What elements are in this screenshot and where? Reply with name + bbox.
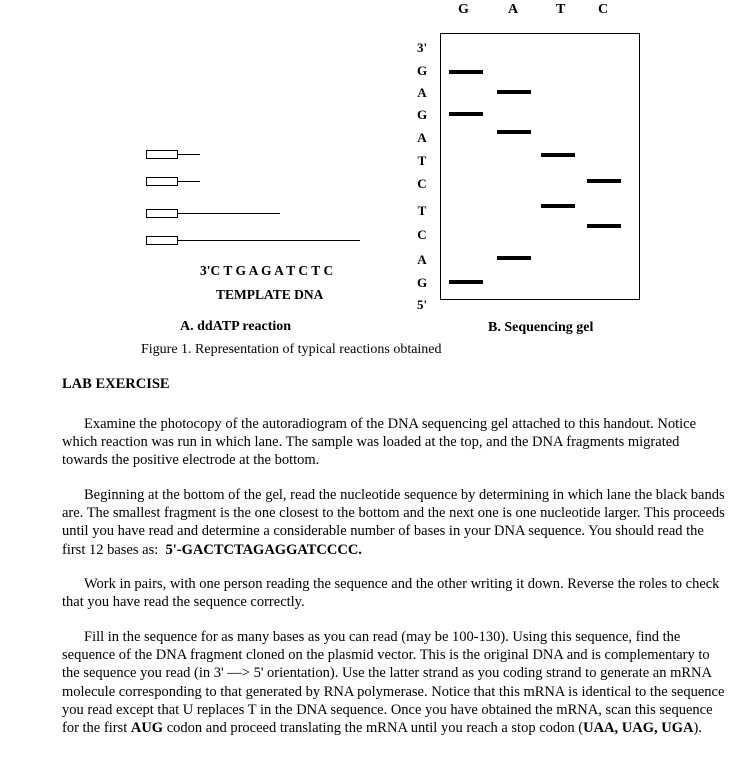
gel-band xyxy=(541,153,575,157)
gel-band xyxy=(449,112,483,116)
primer-box xyxy=(146,236,178,245)
template-sequence: 3'C T G A G A T C T C xyxy=(200,263,334,278)
seq-label: T xyxy=(417,203,427,218)
primer-box xyxy=(146,150,178,159)
paragraph-4-text-3: ). xyxy=(693,720,702,737)
gel-band xyxy=(497,130,531,134)
paragraph-4 xyxy=(62,628,728,737)
seq-label: G xyxy=(416,63,428,78)
lane-header-t: T xyxy=(556,2,566,17)
fragment-line xyxy=(178,240,360,241)
paragraph-4-text-2: codon and proceed translating the mRNA until you reach a stop codon ( xyxy=(166,720,584,737)
lane-header-c: C xyxy=(598,2,609,17)
gel-band xyxy=(541,204,575,208)
gel-band xyxy=(449,280,483,284)
seq-label: A xyxy=(417,252,427,267)
seq-label: 5' xyxy=(416,297,428,312)
gel-band xyxy=(587,224,621,228)
panel-a-label: A. ddATP reaction xyxy=(180,319,292,334)
seq-label: C xyxy=(417,227,427,242)
seq-label: C xyxy=(417,176,427,191)
template-dna-label: TEMPLATE DNA xyxy=(216,287,324,302)
lane-header-a: A xyxy=(508,2,519,17)
seq-label: A xyxy=(417,130,427,145)
gel-band xyxy=(497,90,531,94)
fragment-line xyxy=(178,181,200,182)
first-12-bases: 5'-GACTCTAGAGGATCCCC. xyxy=(165,541,362,558)
figure-caption: Figure 1. Representation of typical reactions obtained xyxy=(141,342,442,357)
gel-band xyxy=(497,256,531,260)
paragraph-3-text: Work in pairs, with one person reading the sequence and the other writing it down. Reverse the roles to check that you have read the sequence correctly. xyxy=(62,576,720,611)
fragment-line xyxy=(178,213,280,214)
seq-label: T xyxy=(417,153,427,168)
paragraph-1 xyxy=(62,415,728,470)
lane-header-g: G xyxy=(458,2,469,17)
seq-label: A xyxy=(417,85,427,100)
paragraph-4-text: Fill in the sequence for as many bases as you can read (may be 100-130). Using this sequence, find the sequence of the DNA fragment cloned on the plasmid vector. This is the original DNA and is complementary to the sequence you read (in 3' —> 5' orientation). Use the latter strand as you coding strand to generate an mRNA molecule corresponding to that generated by RNA polymerase. Notice that this mRNA is identical to the sequence you read except that U replaces T in the DNA sequence. Once you have obtained the mRNA, scan this sequence for the first xyxy=(62,629,725,737)
paragraph-1-text: Examine the photocopy of the autoradiogram of the DNA sequencing gel attached to this handout. Notice which reaction was run in which lane. The sample was loaded at the top, and the DNA fragments migrated towards the positive electrode at the bottom. xyxy=(62,416,697,469)
stop-codons: UAA, UAG, UGA xyxy=(583,720,694,737)
sequencing-gel xyxy=(440,33,640,300)
fragment-line xyxy=(178,154,200,155)
gel-band xyxy=(449,70,483,74)
paragraph-3 xyxy=(62,575,728,611)
seq-label: G xyxy=(416,275,428,290)
paragraph-2-text: Beginning at the bottom of the gel, read the nucleotide sequence by determining in which lane the black bands are. The smallest fragment is the one closest to the bottom and the next one is one nucleotide larger. This proceeds until you have read and determine a considerable number of bases in your DNA sequence. You should read the first 12 bases as: xyxy=(62,487,725,558)
gel-band xyxy=(587,179,621,183)
seq-label: G xyxy=(416,107,428,122)
primer-box xyxy=(146,209,178,218)
panel-b-label: B. Sequencing gel xyxy=(488,320,594,335)
start-codon: AUG xyxy=(130,720,164,737)
section-heading: LAB EXERCISE xyxy=(62,376,170,392)
paragraph-2 xyxy=(62,486,728,559)
primer-box xyxy=(146,177,178,186)
seq-label: 3' xyxy=(416,40,428,55)
